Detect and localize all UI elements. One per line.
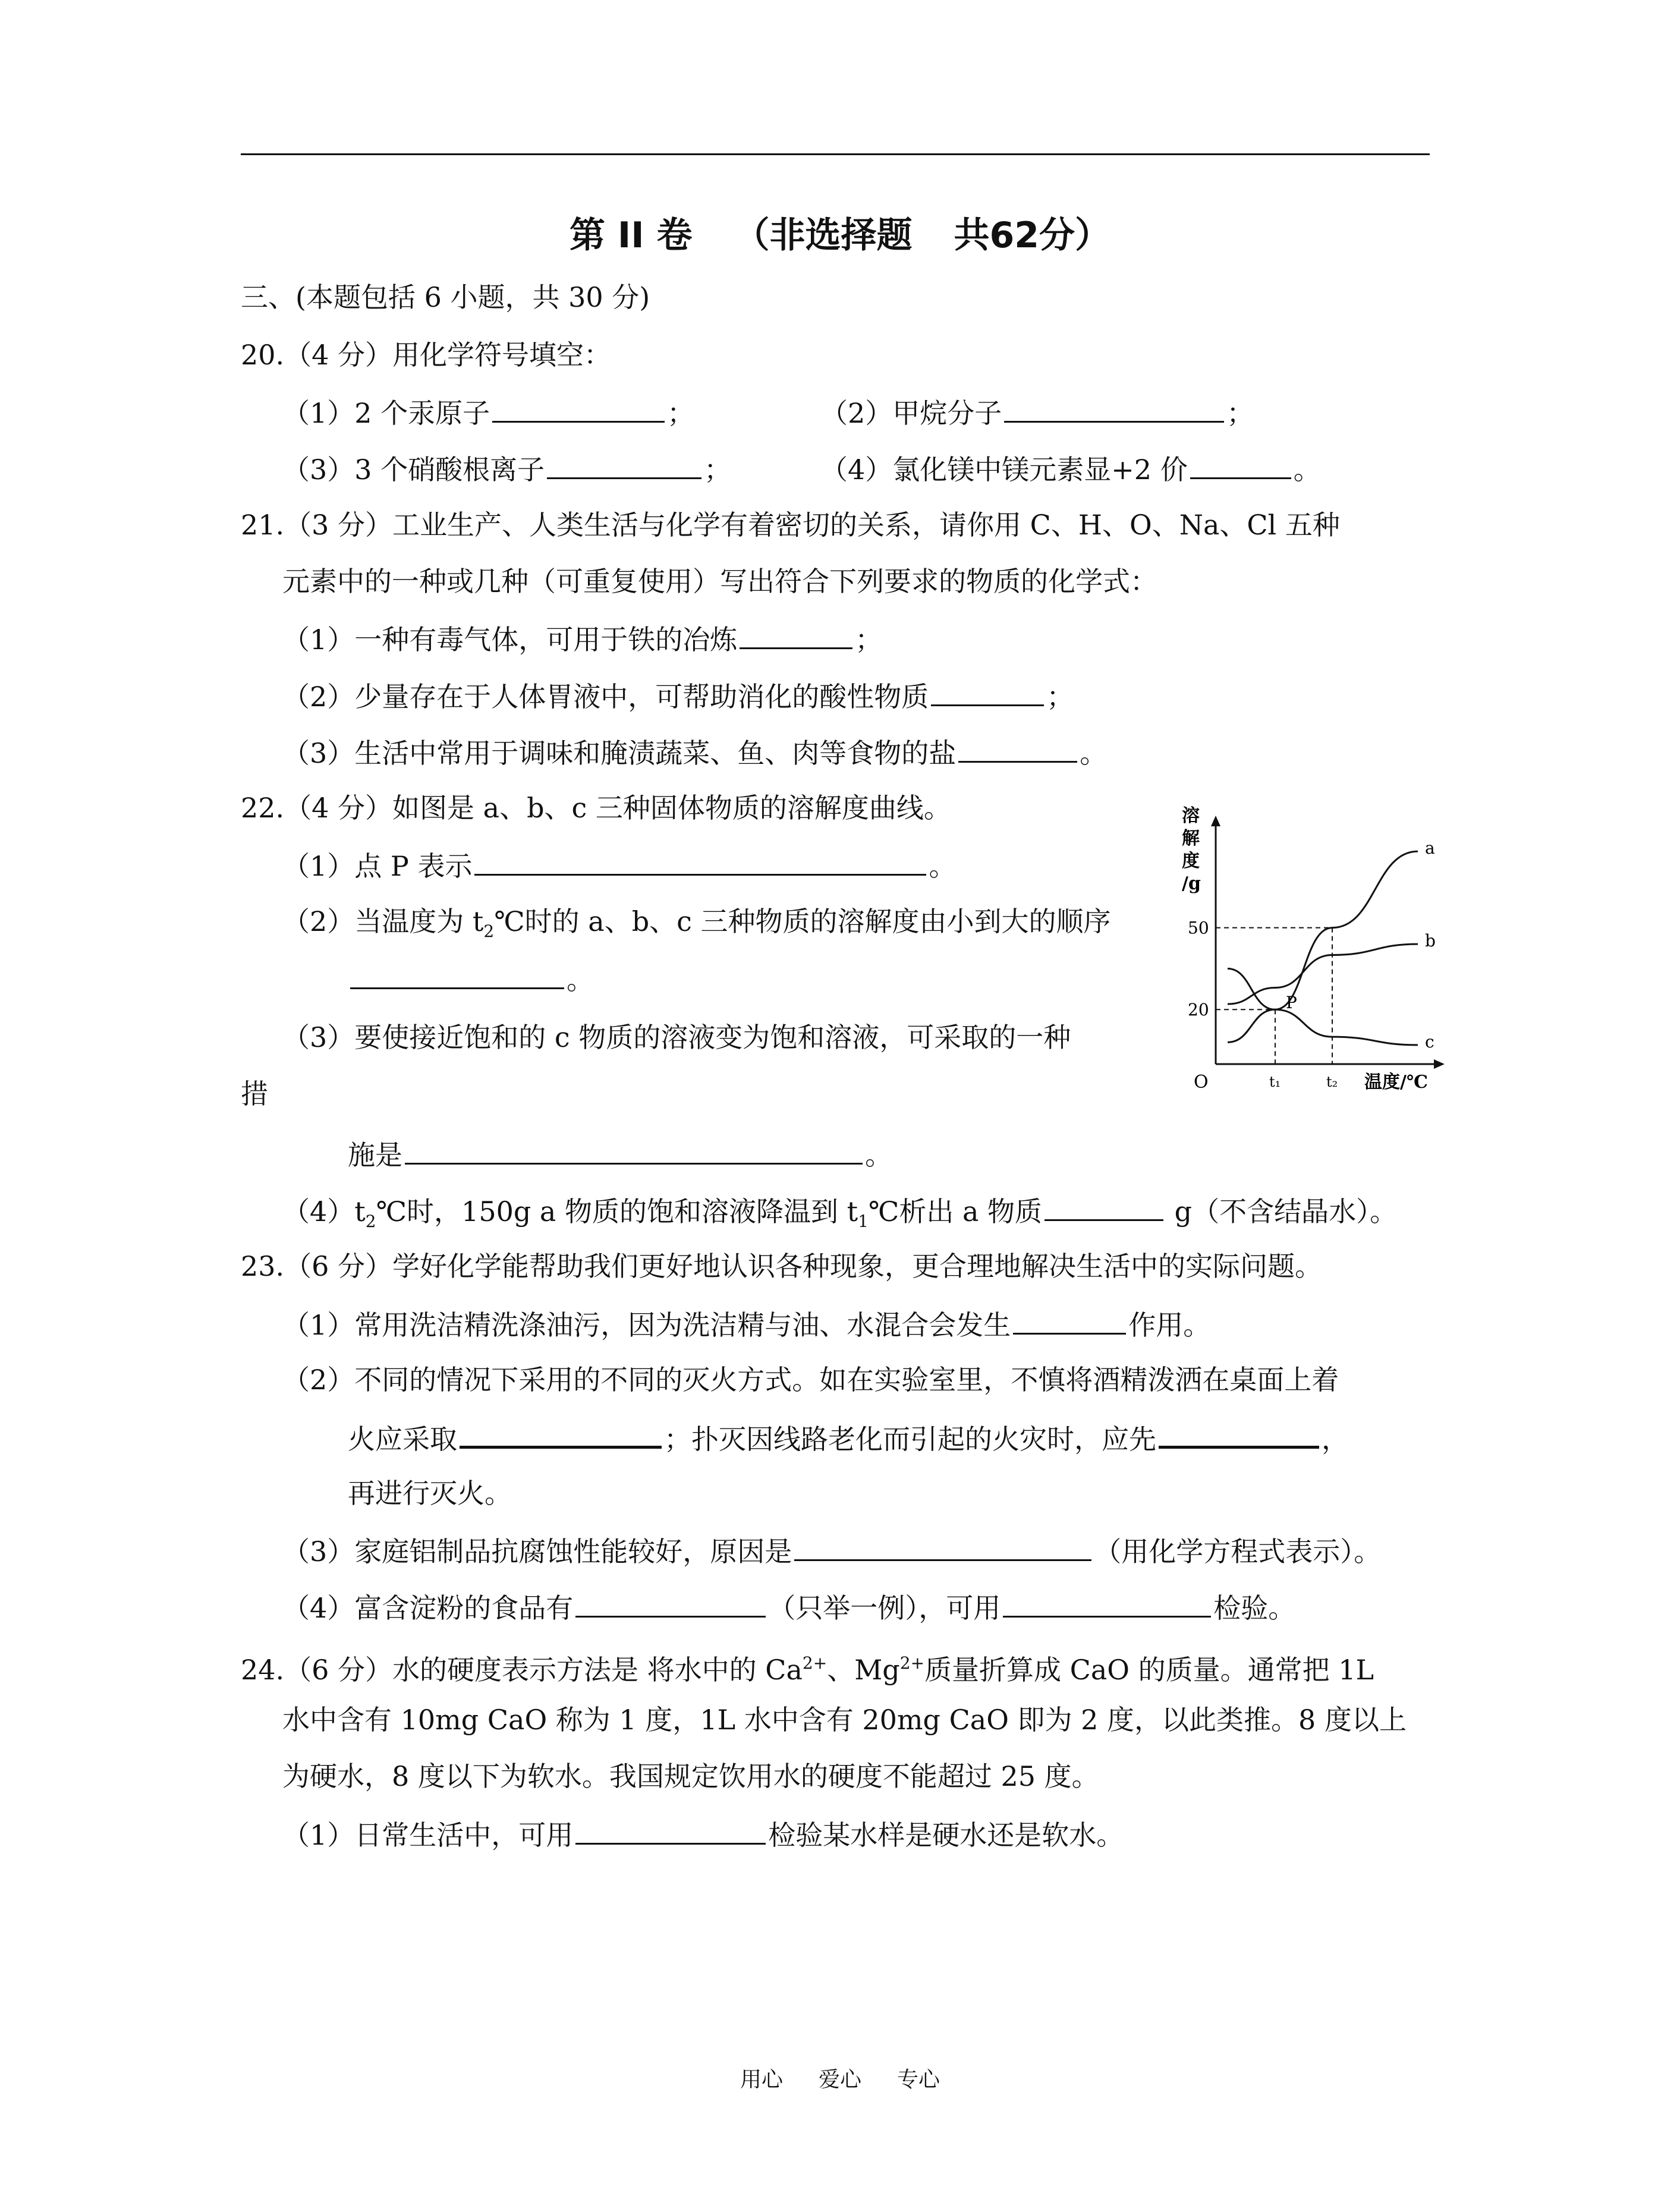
q23-part3: （3）家庭铝制品抗腐蚀性能较好，原因是 （用化学方程式表示）。 xyxy=(282,1532,1381,1569)
y-axis-arrow xyxy=(1211,816,1220,826)
q21-part3: （3）生活中常用于调味和腌渍蔬菜、鱼、肉等食物的盐 。 xyxy=(282,734,1107,771)
q24-stem-line1: 24.（6 分）水的硬度表示方法是 将水中的 $Ca^{2+}$、$Mg^{2+}$质量折算成 CaO 的质量。通常把 1L xyxy=(241,1653,1374,1686)
answer-blank[interactable] xyxy=(492,394,665,423)
q20-part1: （1）2 个汞原子 ； xyxy=(282,394,694,431)
series-label-b: b xyxy=(1425,931,1436,951)
origin-label: O xyxy=(1194,1072,1209,1093)
q22-part3-wrap: 措 xyxy=(241,1078,268,1110)
series-line-c xyxy=(1228,968,1418,1044)
point-p-label: P xyxy=(1286,993,1297,1013)
q22-part2-answer: 。 xyxy=(348,960,594,998)
series-label-c: c xyxy=(1425,1031,1434,1052)
q21-stem-line2: 元素中的一种或几种（可重复使用）写出符合下列要求的物质的化学式： xyxy=(282,565,1157,597)
q21-stem-line1: 21.（3 分）工业生产、人类生活与化学有着密切的关系，请你用 C、H、O、Na、Cl 五种 xyxy=(241,509,1340,541)
answer-blank[interactable] xyxy=(350,960,564,989)
answer-blank[interactable] xyxy=(1004,394,1224,423)
q21-part1: （1）一种有毒气体，可用于铁的冶炼 ； xyxy=(282,620,882,657)
q22-part2: （2）当温度为 $t_2℃$时的 a、b、c 三种物质的溶解度由小到大的顺序 xyxy=(282,905,1111,941)
q22-part3-answer: 施是 。 xyxy=(348,1135,892,1173)
x-axis-arrow xyxy=(1434,1059,1445,1069)
x-tick-t2: t₂ xyxy=(1326,1074,1338,1090)
answer-blank[interactable] xyxy=(405,1135,863,1165)
answer-blank[interactable] xyxy=(575,1588,766,1618)
q22-stem: 22.（4 分）如图是 a、b、c 三种固体物质的溶解度曲线。 xyxy=(241,792,951,824)
q22-part4: $(4)t_2℃$时，150g a 物质的饱和溶液降温到 $t_1℃$析出 a 物质 g（不含结晶水）。 xyxy=(282,1192,1397,1239)
answer-blank[interactable] xyxy=(1190,450,1291,479)
x-axis-label: 温度/℃ xyxy=(1364,1072,1428,1093)
answer-blank[interactable] xyxy=(794,1532,1091,1561)
y-axis-label: /g xyxy=(1182,873,1201,894)
q20-part3: （3）3 个硝酸根离子 ； xyxy=(282,450,731,487)
series-label-a: a xyxy=(1425,838,1435,858)
q21-part2: （2）少量存在于人体胃液中，可帮助消化的酸性物质 ； xyxy=(282,677,1074,715)
page-title: 第 II 卷 （非选择题 共62分） xyxy=(570,215,1110,256)
q23-part2-end: 再进行灭火。 xyxy=(348,1477,512,1509)
q20-part4: （4）氯化镁中镁元素显+2 价 。 xyxy=(820,450,1321,487)
answer-blank[interactable] xyxy=(958,734,1077,763)
answer-blank[interactable] xyxy=(1003,1588,1211,1618)
answer-blank[interactable] xyxy=(1045,1192,1163,1221)
x-tick-t1: t₁ xyxy=(1269,1074,1281,1090)
q22-part1: （1）点 P 表示 。 xyxy=(282,847,956,884)
q24-part1: （1）日常生活中，可用 检验某水样是硬水还是软水。 xyxy=(282,1815,1124,1853)
q22-part3: （3）要使接近饱和的 c 物质的溶液变为饱和溶液，可采取的一种 xyxy=(282,1021,1071,1053)
y-axis-label: 度 xyxy=(1182,851,1200,871)
y-axis-label: 解 xyxy=(1182,828,1200,849)
solubility-chart xyxy=(1177,803,1456,1106)
answer-blank[interactable] xyxy=(931,677,1044,706)
answer-blank[interactable] xyxy=(474,847,926,876)
answer-blank[interactable] xyxy=(1159,1418,1319,1449)
answer-blank[interactable] xyxy=(460,1418,662,1449)
header-rule xyxy=(241,153,1430,155)
q23-part1: （1）常用洗洁精洗涤油污，因为洗洁精与油、水混合会发生 作用。 xyxy=(282,1305,1210,1343)
answer-blank[interactable] xyxy=(547,450,701,479)
q20-part2: （2）甲烷分子 ； xyxy=(820,394,1254,431)
q23-part2-answers: 火应采取 ；扑灭因线路老化而引起的火灾时，应先 ， xyxy=(348,1418,1349,1457)
section-heading: 三、(本题包括 6 小题，共 30 分) xyxy=(241,281,650,313)
y-tick-label: 20 xyxy=(1188,1000,1209,1020)
answer-blank[interactable] xyxy=(740,620,852,649)
q23-part4: （4）富含淀粉的食品有 （只举一例），可用 检验。 xyxy=(282,1588,1295,1626)
q20-stem: 20.（4 分）用化学符号填空： xyxy=(241,339,612,371)
y-axis-label: 溶 xyxy=(1182,805,1200,826)
answer-blank[interactable] xyxy=(575,1815,766,1845)
answer-blank[interactable] xyxy=(1013,1305,1126,1335)
y-tick-label: 50 xyxy=(1188,918,1209,938)
q24-stem-line2: 水中含有 10mg CaO 称为 1 度，1L 水中含有 20mg CaO 即为 2 度，以此类推。8 度以上 xyxy=(282,1704,1407,1736)
q23-stem: 23.（6 分）学好化学能帮助我们更好地认识各种现象，更合理地解决生活中的实际问题。 xyxy=(241,1250,1323,1282)
q24-stem-line3: 为硬水，8 度以下为软水。我国规定饮用水的硬度不能超过 25 度。 xyxy=(282,1760,1099,1792)
series-line-b xyxy=(1228,944,1418,1004)
page-footer: 用心 爱心 专心 xyxy=(740,2068,940,2092)
q23-part2: （2）不同的情况下采用的不同的灭火方式。如在实验室里，不慎将酒精泼洒在桌面上着 xyxy=(282,1364,1339,1396)
